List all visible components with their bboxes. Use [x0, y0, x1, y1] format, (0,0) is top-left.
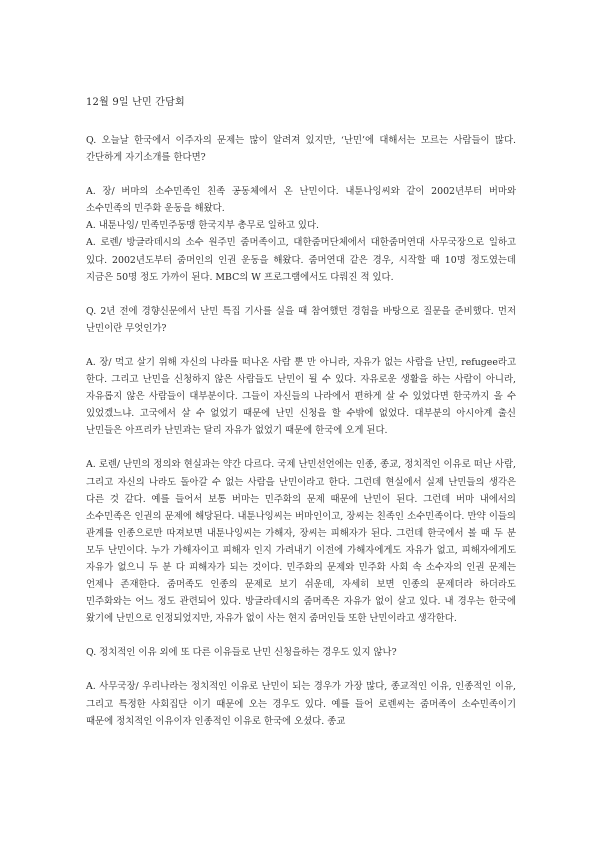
document-page — [86, 96, 516, 747]
answer-paragraph: A. 내툰나잉/ 민족민주동맹 한국지부 총무로 일하고 있다. — [86, 220, 320, 232]
answer-paragraph: A. 로렌/ 방글라데시의 소수 원주민 줌머족이고, 대한줌머단체에서 대한줌머연대 사무국장으로 일하고 있다. 2002년도부터 줌머인의 인권 운동을 해왔다. 줌머연대 같은 경우, 시작할 때 10명 정도였는데 지금은 50명 정도 가까이 된다. MBC의 W 프로그램에서도 다뤄진 적 있다. — [86, 237, 516, 283]
answer-paragraph: A. 사무국장/ 우리나라는 정치적인 이유로 난민이 되는 경우가 가장 많다, 종교적인 이유, 인종적인 이유, 그리고 특정한 사회집단 이기 때문에 오는 경우도 있다. 예를 들어 로렌씨는 줌머족이 소수민족이기 때문에 정치적인 이유이자 인종적인 이유로 한국에 오셨다. 종교 — [86, 681, 516, 727]
question-paragraph: Q. 정치적인 이유 외에 또 다른 이유들로 난민 신청을하는 경우도 있지 않나? — [86, 647, 397, 659]
question-paragraph: Q. 2년 전에 경향신문에서 난민 특집 기사를 실을 때 참여했던 경험을 바탕으로 질문을 준비했다. 먼저 난민이란 무엇인가? — [86, 305, 516, 334]
answer-paragraph: A. 로렌/ 난민의 정의와 현실과는 약간 다르다. 국제 난민선언에는 인종, 종교, 정치적인 이유로 떠난 사람, 그리고 자신의 나라도 돌아갈 수 없는 사람을 난민이라고 한다. 그런데 현실에서 실제 난민들의 생각은 다른 것 같다. 예를 들어서 보통 버마는 민주화의 문제 때문에 난민이 된다. 그런데 버마 내에서의 소수민족은 인권의 문제에 해당된다. 내툰나잉씨는 버마인이고, 장씨는 친족인 소수민족이다. 만약 이들의 관계를 인종으로만 따져보면 내툰나잉씨는 가해자, 장씨는 피해자가 된다. 그런데 한국에서 볼 때 두 분 모두 난민이다. 누가 가해자이고 피해자 인지 가려내기 이전에 가해자에게도 자유가 없고, 피해자에게도 자유가 없으니 두 분 다 피해자가 되는 것이다. 민주화의 문제와 민주화 사회 속 소수자의 인권 문제는 언제나 존재한다. 줌머족도 인종의 문제로 보기 쉬운데, 자세히 보면 인종의 문제더라 하더라도 민주화와는 어느 정도 관련되어 있다. 방글라데시의 줌머족은 자유가 없이 살고 있다. 내 경우는 한국에 왔기에 난민으로 인정되었지만, 자유가 없이 사는 현지 줌머인들 또한 난민이라고 생각한다. — [86, 459, 516, 625]
question-paragraph: Q. 오늘날 한국에서 이주자의 문제는 많이 알려져 있지만, ‘난민’에 대해서는 모르는 사람들이 많다. 간단하게 자기소개를 한다면? — [86, 135, 516, 164]
document-title: 12월 9일 난민 간담회 — [86, 97, 185, 108]
answer-paragraph: A. 장/ 버마의 소수민족인 친족 공동체에서 온 난민이다. 내툰나잉씨와 같이 2002년부터 버마와 소수민족의 민주화 운동을 해왔다. — [86, 186, 516, 215]
answer-paragraph: A. 장/ 먹고 살기 위해 자신의 나라를 떠나온 사람 뿐 만 아니라, 자유가 없는 사람을 난민, refugee라고 한다. 그리고 난민을 신청하지 않은 사람들도 난민이 될 수 있다. 자유로운 생활을 하는 사람이 아니라, 자유롭지 않은 사람들이 대부분이다. 그들이 자신들의 나라에서 편하게 살 수 있었다면 한국까지 올 수 있었겠느냐. 고국에서 살 수 없었기 때문에 난민 신청을 할 수밖에 없었다. 대부분의 아시아계 출신 난민들은 아프리카 난민과는 달리 자유가 없었기 때문에 한국에 오게 된다. — [86, 356, 516, 437]
